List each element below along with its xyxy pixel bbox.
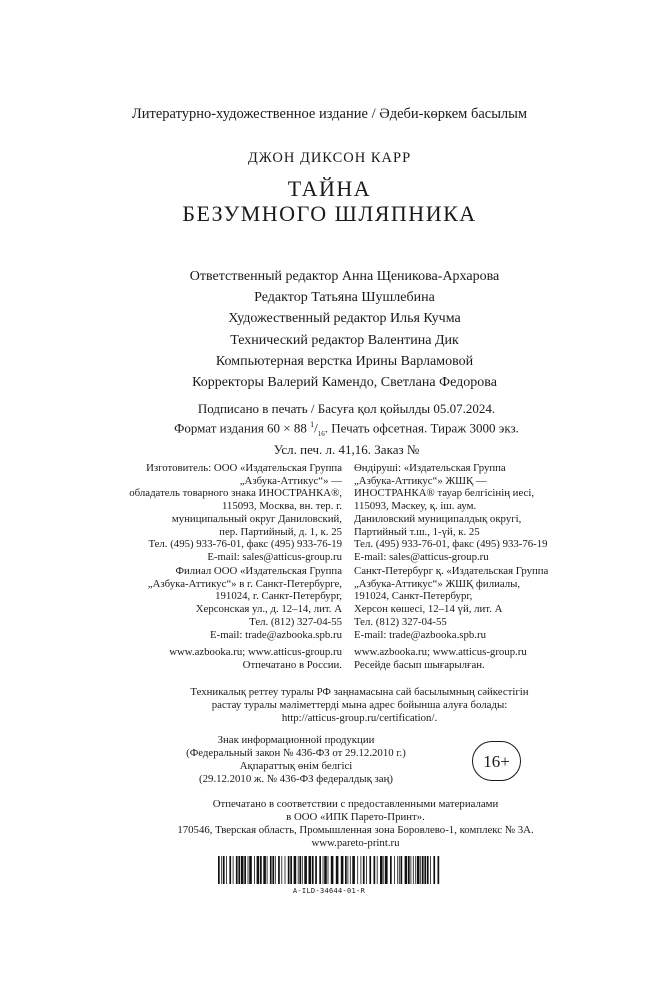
barcode-bar — [399, 856, 400, 884]
tech-regulation — [0, 686, 659, 724]
barcode-bar — [315, 856, 317, 884]
genre-line: Литературно-художественное издание / Әдеби-көркем басылым — [131, 106, 528, 122]
branch-kz-line: 191024, Санкт-Петербург, — [354, 590, 473, 603]
info-sign-line: Ақпараттық өнім белгісі — [239, 759, 353, 772]
barcode-bar — [331, 856, 334, 884]
branch-ru-line: Тел. (812) 327-04-55 — [249, 615, 342, 628]
manufacturer-kz-line: „Азбука-Аттикус“» ЖШҚ — — [354, 474, 487, 487]
manufacturer-ru-line: „Азбука-Аттикус“» — — [239, 474, 342, 487]
barcode-bar — [281, 856, 282, 884]
branch-ru — [110, 565, 342, 641]
manufacturer-kz-email: E-mail: sales@atticus-group.ru — [354, 550, 489, 563]
barcode-bar — [405, 856, 408, 884]
barcode-bar — [249, 856, 252, 884]
barcode-bar — [385, 856, 388, 884]
barcode-bar — [417, 856, 420, 884]
credit-line: Компьютерная верстка Ирины Варламовой — [215, 353, 474, 369]
barcode-bar — [312, 856, 314, 884]
manufacturer-kz-line: ИНОСТРАНКА® тауар белгісінің иесі, — [354, 487, 535, 500]
printed-in-russia: Отпечатано в России. — [242, 658, 342, 671]
websites-kz — [354, 646, 594, 671]
book-title — [0, 176, 659, 226]
printer-website: www.pareto-print.ru — [311, 836, 400, 849]
barcode-bar — [345, 856, 347, 884]
manufacturer-kz-line: 115093, Мәскеу, қ. іш. аум. — [354, 500, 477, 513]
barcode-bar — [298, 856, 299, 884]
barcode-bar — [350, 856, 351, 884]
barcode-bar — [415, 856, 416, 884]
branch-ru-email: E-mail: trade@azbooka.spb.ru — [210, 628, 342, 641]
manufacturer-ru-email: E-mail: sales@atticus-group.ru — [207, 550, 342, 563]
barcode-bar — [302, 856, 303, 884]
barcode-bar — [319, 856, 321, 884]
branch-ru-line: 191024, г. Санкт-Петербург, — [215, 590, 342, 603]
manufacturer-kz-line: Тел. (495) 933-76-01, факс (495) 933-76-19 — [354, 538, 548, 551]
credit-line: Ответственный редактор Анна Щеникова-Архарова — [189, 269, 500, 284]
websites-ru — [110, 646, 342, 671]
barcode-bar — [413, 856, 414, 884]
barcode-bar — [254, 856, 255, 884]
barcode-bar — [226, 856, 227, 884]
barcode-bar — [383, 856, 384, 884]
barcode-bar — [260, 856, 262, 884]
info-sign-line: (Федеральный закон № 436-ФЗ от 29.12.2010 г.) — [186, 746, 406, 759]
branch-kz-line: Санкт-Петербург қ. «Издательская Группа — [354, 565, 549, 577]
barcode-bar — [380, 856, 383, 884]
barcode-bar — [420, 856, 421, 884]
credit-line: Технический редактор Валентина Дик — [230, 332, 459, 348]
barcode-text: A-ILD-34644-01-R — [292, 887, 366, 895]
title-line: БЕЗУМНОГО ШЛЯПНИКА — [182, 201, 477, 226]
manufacturer-kz — [354, 462, 594, 564]
barcode-bar — [248, 856, 249, 884]
manufacturer-ru-line: 115093, Москва, вн. тер. г. — [221, 500, 342, 513]
branch-kz-line: Тел. (812) 327-04-55 — [354, 615, 447, 628]
branch-ru-line: Херсонская ул., д. 12–14, лит. А — [195, 603, 342, 616]
barcode-image — [218, 856, 440, 884]
barcode-bar — [288, 856, 290, 884]
barcode-bar — [263, 856, 266, 884]
barcode-bar — [369, 856, 371, 884]
barcode-bar — [299, 856, 301, 884]
manufacturer-ru-line: муниципальный округ Даниловский, — [171, 512, 342, 525]
certification-url: http://atticus-group.ru/certification/. — [281, 711, 438, 724]
barcode-bar — [430, 856, 431, 884]
barcode-bar — [361, 856, 362, 884]
barcode-bar — [294, 856, 297, 884]
info-sign-line: (29.12.2010 ж. № 436-ФЗ федералдық заң) — [199, 772, 393, 785]
info-sign-line: Знак информационной продукции — [217, 734, 375, 746]
manufacturer-kz-line: Даниловский муниципалдық округі, — [354, 512, 522, 525]
barcode-bar — [323, 856, 324, 884]
branch-ru-line: Филиал ООО «Издательская Группа — [175, 565, 342, 577]
manufacturer-ru-line: Изготовитель: ООО «Издательская Группа — [146, 462, 342, 474]
barcode-bar — [341, 856, 344, 884]
barcode-bar — [377, 856, 378, 884]
signed-date: Подписано в печать / Басуға қол қойылды 05.07.2024. — [197, 401, 496, 416]
branch-kz-email: E-mail: trade@azbooka.spb.ru — [354, 628, 486, 641]
barcode-bar — [304, 856, 307, 884]
barcode-bar — [218, 856, 220, 884]
author-name: ДЖОН ДИКСОН КАРР — [247, 150, 412, 166]
barcode-bar — [221, 856, 222, 884]
branch-kz-line: „Азбука-Аттикус“» ЖШҚ филиалы, — [354, 577, 521, 590]
barcode-bar — [309, 856, 312, 884]
barcode-bar — [270, 856, 272, 884]
manufacturer-ru-line: Тел. (495) 933-76-01, факс (495) 933-76-19 — [148, 538, 342, 551]
websites-kz-line: www.azbooka.ru; www.atticus-group.ru — [354, 646, 527, 658]
barcode-bar — [257, 856, 260, 884]
format-prefix: Формат издания 60 × 88 — [174, 420, 307, 436]
format-denominator: 16 — [317, 430, 325, 439]
credit-line: Редактор Татьяна Шушлебина — [254, 290, 435, 306]
printed-in-russia-kz: Ресейде басып шығарылған. — [354, 658, 485, 671]
barcode-bar — [290, 856, 292, 884]
barcode-bar — [401, 856, 403, 884]
barcode-bar — [366, 856, 367, 884]
barcode-bar — [438, 856, 440, 884]
barcode-bar — [223, 856, 225, 884]
age-rating-badge: 16+ — [472, 741, 521, 781]
format-line: Формат издания 60 × 88 $^1/_{16}$. Печать офсетная. Тираж 3000 экз. — [174, 420, 519, 439]
barcode-bar — [272, 856, 274, 884]
barcode-bar — [348, 856, 349, 884]
websites-ru-line: www.azbooka.ru; www.atticus-group.ru — [169, 646, 342, 658]
format-suffix: . Печать офсетная. Тираж 3000 экз. — [324, 420, 519, 436]
barcode-bar — [244, 856, 246, 884]
printer-address: 170546, Тверская область, Промышленная зона Боровлево-1, комплекс № 3А. — [177, 823, 534, 836]
manufacturer-kz-line: Өндіруші: «Издательская Группа — [354, 462, 506, 474]
barcode-bar — [336, 856, 339, 884]
manufacturer-ru-line: обладатель товарного знака ИНОСТРАНКА®, — [129, 487, 342, 500]
barcode-bar — [411, 856, 412, 884]
printed-by — [0, 798, 659, 850]
branch-kz — [354, 565, 594, 641]
credit-line: Художественный редактор Илья Кучма — [228, 311, 461, 327]
branch-ru-line: „Азбука-Аттикус“» в г. Санкт-Петербурге, — [147, 577, 342, 590]
title-line: ТАЙНА — [287, 176, 372, 201]
barcode-bar — [233, 856, 234, 884]
barcode-bar — [363, 856, 365, 884]
format-numerator: 1 — [310, 420, 315, 430]
barcode-bar — [278, 856, 280, 884]
barcode-bar — [397, 856, 398, 884]
tech-regulation-line: растау туралы мәліметтерді мына адрес бойынша алуға болады: — [211, 698, 508, 711]
sheets-line: Усл. печ. л. 41,16. Заказ № — [273, 442, 420, 458]
barcode-bar — [238, 856, 240, 884]
barcode-bar — [408, 856, 410, 884]
barcode-bar — [229, 856, 231, 884]
manufacturer-kz-line: Партийный т.ш., 1-үй, к. 25 — [354, 525, 480, 538]
barcode-bar — [352, 856, 355, 884]
tech-regulation-line: Техникалық реттеу туралы РФ заңнамасына сай басылымның сәйкестігін — [190, 686, 529, 698]
print-info — [0, 401, 659, 459]
printed-by-line: в ООО «ИПК Парето-Принт». — [286, 810, 425, 823]
printed-by-line: Отпечатано в соответствии с предоставленными материалами — [212, 798, 499, 810]
branch-kz-line: Херсон көшесі, 12–14 үй, лит. А — [354, 603, 503, 616]
barcode-bar — [236, 856, 238, 884]
manufacturer-ru — [110, 462, 342, 564]
barcode-bar — [433, 856, 435, 884]
barcode-bar — [324, 856, 327, 884]
barcode-bar — [241, 856, 244, 884]
barcode-bar — [427, 856, 429, 884]
barcode-bar — [328, 856, 329, 884]
barcode-bar — [285, 856, 286, 884]
barcode-bar — [374, 856, 376, 884]
credit-line: Корректоры Валерий Камендо, Светлана Федорова — [192, 375, 497, 391]
barcode-bar — [394, 856, 395, 884]
barcode-bar — [357, 856, 358, 884]
barcode-bar — [267, 856, 268, 884]
barcode-bar — [424, 856, 426, 884]
manufacturer-ru-line: пер. Партийный, д. 1, к. 25 — [219, 525, 342, 538]
credits-block — [0, 266, 659, 393]
barcode-bar — [422, 856, 424, 884]
barcode-bar — [275, 856, 276, 884]
barcode-bar — [390, 856, 392, 884]
